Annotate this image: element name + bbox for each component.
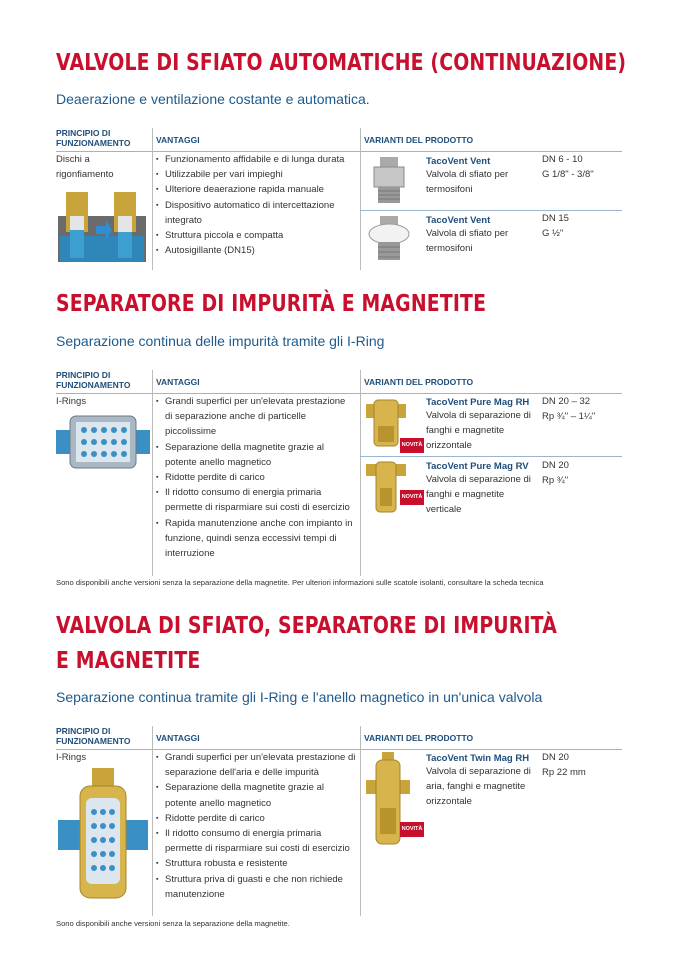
principle-text: Dischi a rigonfiamento [56, 154, 114, 181]
advantage-item: ▪ Ridotte perdite di carico [156, 811, 358, 826]
variant-size: Rp ¾" [542, 475, 569, 486]
new-badge: NOVITÀ [400, 438, 424, 453]
advantages-list [156, 394, 354, 561]
new-badge: NOVITÀ [400, 822, 424, 837]
variant-dn: DN 6 - 10 [542, 154, 583, 165]
principle-text: I-Rings [56, 752, 87, 763]
variant-dn: DN 20 [542, 460, 569, 471]
section-3-note: Sono disponibili anche versioni senza la separazione della magnetite. [56, 919, 290, 928]
variant-desc: Valvola di separazione di aria, fanghi e magnetite orizzontale [426, 766, 531, 808]
section-2-subtitle: Separazione continua delle impurità tramite gli I-Ring [56, 333, 385, 349]
variant-size: G 1/8" - 3/8" [542, 169, 594, 180]
disk-valve-diagram [56, 186, 148, 264]
col-principle-header: PRINCIPIO DI FUNZIONAMENTO [56, 128, 131, 148]
tacovent-vent-small-image [366, 155, 412, 207]
principle-text: I-Rings [56, 396, 87, 407]
twin-mag-diagram [58, 768, 148, 908]
col-advantages-header: VANTAGGI [156, 733, 200, 743]
advantage-item: ▪ Grandi superfici per un'elevata prestazione di separazione dell'aria e delle impurità [156, 750, 358, 780]
advantage-item: ▪ Funzionamento affidabile e di lunga durata [156, 152, 356, 167]
col-principle-header: PRINCIPIO DI FUNZIONAMENTO [56, 370, 131, 390]
i-rings-diagram [56, 412, 150, 472]
advantage-item: ▪ Struttura priva di guasti e che non richiede manutenzione [156, 872, 358, 902]
variant-dn: DN 20 – 32 [542, 396, 591, 407]
advantages-list [156, 152, 356, 258]
variant-name: TacoVent Twin Mag RH [426, 753, 530, 764]
variant-desc: Valvola di sfiato per termosifoni [426, 228, 509, 255]
col-variants-header: VARIANTI DEL PRODOTTO [364, 377, 474, 387]
section-2-table [56, 370, 622, 576]
col-advantages-header: VANTAGGI [156, 135, 200, 145]
advantage-item: ▪ Separazione della magnetite grazie al potente anello magnetico [156, 780, 358, 810]
tacovent-vent-large-image [366, 214, 412, 264]
advantage-item: ▪ Rapida manutenzione anche con impianto in funzione, quindi senza eccessivi tempi di interruzione [156, 516, 354, 562]
advantage-item: ▪ Il ridotto consumo di energia primaria permette di risparmiare sui costi di esercizio [156, 826, 358, 856]
variant-size: Rp 22 mm [542, 767, 586, 778]
section-2-title: SEPARATORE DI IMPURITÀ E MAGNETITE [56, 291, 487, 317]
advantage-item: ▪ Separazione della magnetite grazie al potente anello magnetico [156, 440, 354, 470]
col-advantages-header: VANTAGGI [156, 377, 200, 387]
section-1-table [56, 128, 622, 270]
variant-name: TacoVent Vent [426, 156, 491, 167]
advantage-item: ▪ Autosigillante (DN15) [156, 243, 356, 258]
section-2-note: Sono disponibili anche versioni senza la separazione della magnetite. Per ulteriori informazioni sulle scatole isolanti, consultare la scheda tecnica [56, 578, 544, 587]
advantages-list [156, 750, 358, 902]
variant-name: TacoVent Vent [426, 215, 491, 226]
section-3-title-line1: VALVOLA DI SFIATO, SEPARATORE DI IMPURITÀ [56, 613, 557, 639]
section-3-table [56, 726, 622, 916]
variant-desc: Valvola di separazione di fanghi e magnetite verticale [426, 474, 531, 516]
advantage-item: ▪ Struttura robusta e resistente [156, 856, 358, 871]
variant-dn: DN 20 [542, 752, 569, 763]
section-1-subtitle: Deaerazione e ventilazione costante e automatica. [56, 91, 370, 107]
new-badge: NOVITÀ [400, 490, 424, 505]
variant-name: TacoVent Pure Mag RV [426, 461, 529, 472]
col-variants-header: VARIANTI DEL PRODOTTO [364, 733, 474, 743]
col-principle-header: PRINCIPIO DI FUNZIONAMENTO [56, 726, 131, 746]
variant-dn: DN 15 [542, 213, 569, 224]
variant-name: TacoVent Pure Mag RH [426, 397, 530, 408]
section-3-title-line2: E MAGNETITE [56, 648, 201, 674]
advantage-item: ▪ Il ridotto consumo di energia primaria permette di risparmiare sui costi di esercizio [156, 485, 354, 515]
variant-size: Rp ¾" – 1¼" [542, 411, 596, 422]
advantage-item: ▪ Ulteriore deaerazione rapida manuale [156, 182, 356, 197]
variant-size: G ½" [542, 228, 564, 239]
advantage-item: ▪ Ridotte perdite di carico [156, 470, 354, 485]
section-3-subtitle: Separazione continua tramite gli I-Ring e l'anello magnetico in un'unica valvola [56, 689, 543, 705]
advantage-item: ▪ Grandi superfici per un'elevata prestazione di separazione anche di particelle piccolissime [156, 394, 354, 440]
advantage-item: ▪ Dispositivo automatico di intercettazione integrato [156, 198, 356, 228]
advantage-item: ▪ Struttura piccola e compatta [156, 228, 356, 243]
col-variants-header: VARIANTI DEL PRODOTTO [364, 135, 474, 145]
section-1-title: VALVOLE DI SFIATO AUTOMATICHE (CONTINUAZIONE) [56, 50, 627, 76]
variant-desc: Valvola di sfiato per termosifoni [426, 169, 509, 196]
advantage-item: ▪ Utilizzabile per vari impieghi [156, 167, 356, 182]
variant-desc: Valvola di separazione di fanghi e magnetite orizzontale [426, 410, 531, 452]
tacovent-pure-mag-rv-image [366, 460, 406, 514]
